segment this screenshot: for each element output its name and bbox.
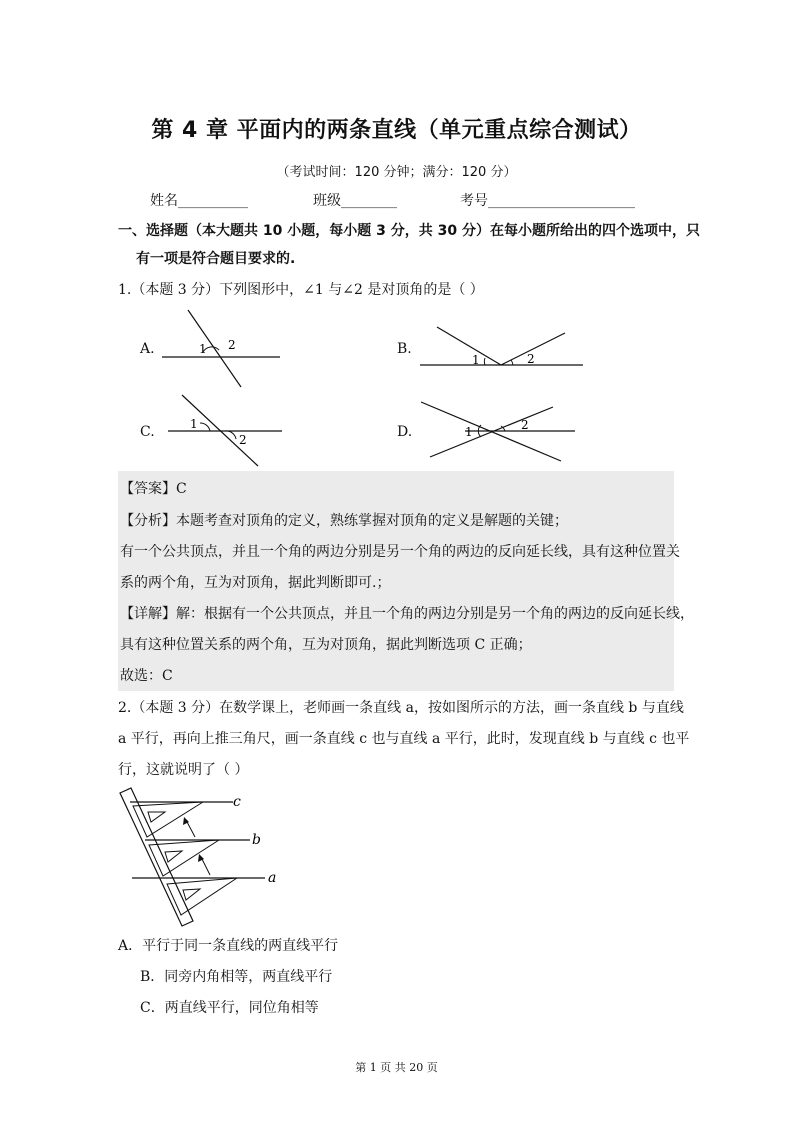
- angle-2-label: 2: [228, 338, 236, 352]
- option-a-text: A．平行于同一条直线的两直线平行: [118, 938, 339, 954]
- choice-text: 故选：C: [120, 668, 173, 684]
- page-title: 第 4 章 平面内的两条直线（单元重点综合测试）: [151, 118, 642, 143]
- number-field: 考号_____________________: [460, 193, 635, 209]
- page-footer: 第 1 页 共 20 页: [355, 1061, 438, 1074]
- angle-2-label: 2: [521, 418, 529, 432]
- detail-text-2: 具有这种位置关系的两个角，互为对顶角，据此判断选项 C 正确；: [120, 637, 532, 653]
- line-a-label: a: [268, 870, 277, 886]
- question-2-stem: 2.（本题 3 分）在数学课上，老师画一条直线 a，按如图所示的方法，画一条直线 b 与直线: [118, 700, 684, 716]
- angle-2-label: 2: [239, 433, 247, 447]
- analysis-text: 【分析】本题考查对顶角的定义，熟练掌握对顶角的定义是解题的关键；: [120, 513, 568, 529]
- figure-triangle-ruler: [115, 785, 290, 930]
- question-1-stem: 1.（本题 3 分）下列图形中，∠1 与∠2 是对顶角的是（ ）: [118, 282, 484, 298]
- angle-1-label: 1: [190, 417, 198, 431]
- option-a-label: A.: [140, 341, 155, 357]
- figure-c: [160, 390, 290, 470]
- exam-info: （考试时间：120 分钟；满分：120 分）: [276, 165, 517, 180]
- analysis-text-2: 有一个公共顶点，并且一个角的两边分别是另一个角的两边的反向延长线，具有这种位置关: [120, 544, 680, 560]
- angle-2-label: 2: [527, 352, 535, 366]
- option-b-label: B.: [397, 341, 412, 357]
- figure-a: [155, 305, 290, 390]
- class-field: 班级________: [313, 193, 397, 209]
- angle-1-label: 1: [465, 425, 473, 439]
- angle-1-label: 1: [199, 342, 207, 356]
- figure-d: [415, 395, 590, 465]
- analysis-text-3: 系的两个角，互为对顶角，据此判断即可.；: [120, 575, 391, 591]
- option-d-label: D.: [397, 424, 413, 440]
- figure-b: [415, 320, 590, 375]
- option-c-text: C．两直线平行，同位角相等: [140, 1000, 319, 1016]
- name-field: 姓名__________: [150, 193, 248, 209]
- detail-text: 【详解】解：根据有一个公共顶点，并且一个角的两边分别是另一个角的两边的反向延长线，: [120, 606, 694, 622]
- question-2-stem-3: 行，这就说明了（ ）: [118, 762, 249, 778]
- option-b-text: B．同旁内角相等，两直线平行: [140, 969, 333, 985]
- section-heading: 一、选择题（本大题共 10 小题，每小题 3 分，共 30 分）在每小题所给出的四个选项中，只: [118, 223, 700, 239]
- question-2-stem-2: a 平行，再向上推三角尺，画一条直线 c 也与直线 a 平行，此时，发现直线 b 与直线 c 也平: [118, 731, 690, 747]
- line-b-label: b: [252, 832, 261, 848]
- answer-text: 【答案】C: [120, 481, 187, 497]
- line-c-label: c: [233, 794, 241, 810]
- section-heading-cont: 有一项是符合题目要求的.: [136, 251, 296, 267]
- option-c-label: C.: [140, 424, 155, 440]
- angle-1-label: 1: [472, 353, 480, 367]
